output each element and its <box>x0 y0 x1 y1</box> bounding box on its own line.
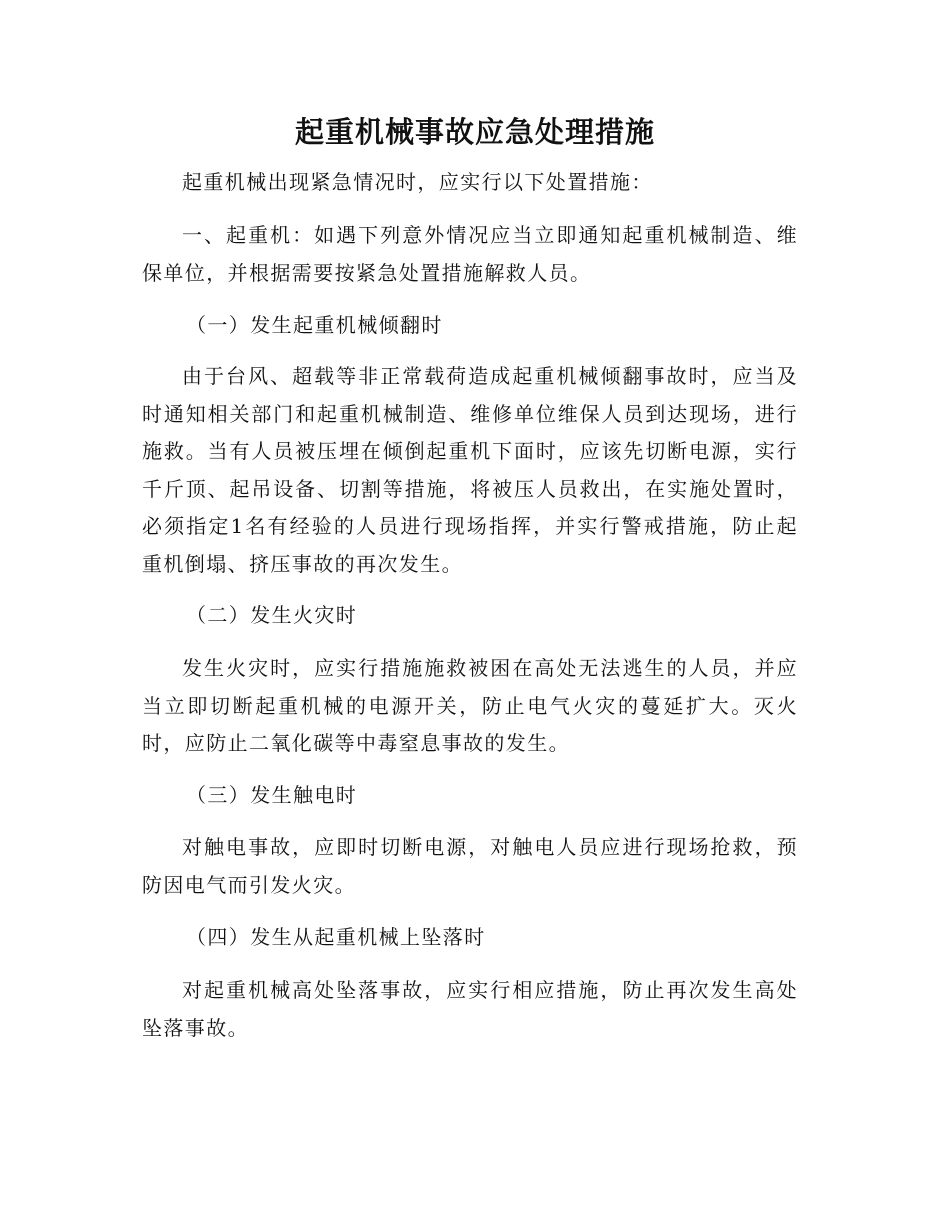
intro-paragraph: 起重机械出现紧急情况时，应实行以下处置措施： <box>182 170 653 194</box>
subsection-body-2: 发生火灾时，应实行措施施救被困在高处无法逃生的人员，并应当立即切断起重机械的电源开关，防止电气火灾的蔓延扩大。灭火时，应防止二氧化碳等中毒窒息事故的发生。 <box>142 656 798 755</box>
subsection-heading-3: （三）发生触电时 <box>186 783 358 807</box>
section-one-paragraph: 一、起重机：如遇下列意外情况应当立即通知起重机械制造、维保单位，并根据需要按紧急处置措施解救人员。 <box>142 223 798 285</box>
subsection-body-4: 对起重机械高处坠落事故，应实行相应措施，防止再次发生高处坠落事故。 <box>142 978 798 1040</box>
subsection-body-3: 对触电事故，应即时切断电源，对触电人员应进行现场抢救，预防因电气而引发火灾。 <box>142 835 798 897</box>
subsection-body-1: 由于台风、超载等非正常载荷造成起重机械倾翻事故时，应当及时通知相关部门和起重机械制造、维修单位维保人员到达现场，进行施救。当有人员被压埋在倾倒起重机下面时，应该先切断电源，实行千斤顶、起吊设备、切割等措施，将被压人员救出，在实施处置时，必须指定1名有经验的人员进行现场指挥，并实行警戒措施，防止起重机倒塌、挤压事故的再次发生。 <box>142 364 798 576</box>
document-title: 起重机械事故应急处理措施 <box>294 115 655 149</box>
subsection-heading-2: （二）发生火灾时 <box>186 603 358 627</box>
subsection-heading-4: （四）发生从起重机械上坠落时 <box>186 925 486 949</box>
subsection-heading-1: （一）发生起重机械倾翻时 <box>186 313 443 337</box>
